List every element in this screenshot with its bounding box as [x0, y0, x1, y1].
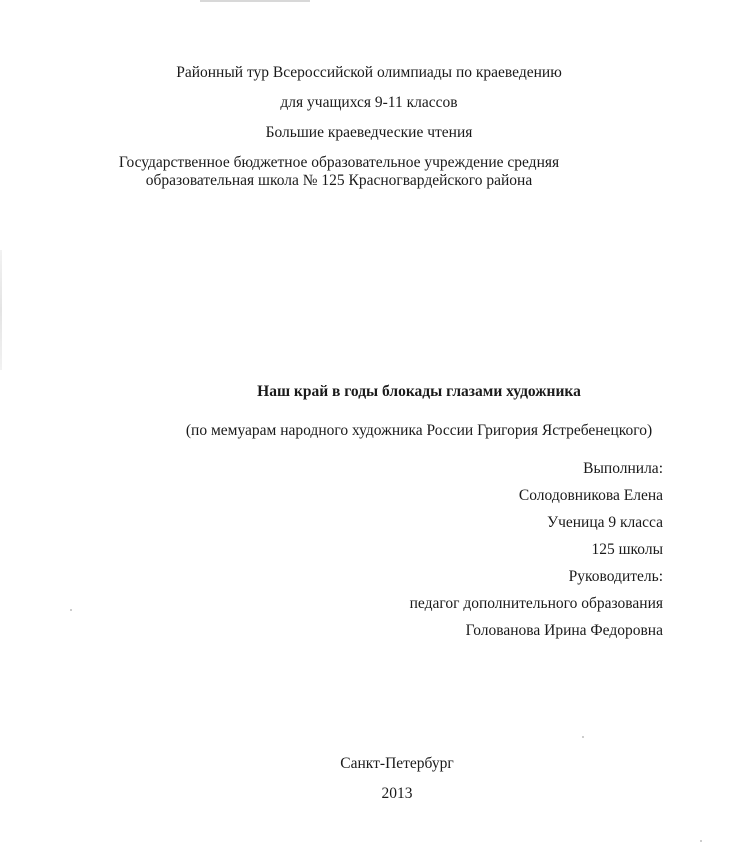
scan-shadow: [0, 250, 2, 370]
supervisor-name: Голованова Ирина Федоровна: [465, 622, 663, 639]
grades-line: для учащихся 9-11 классов: [280, 94, 458, 111]
paper-subtitle: (по мемуарам народного художника России Григория Ястребенецкого): [185, 422, 653, 439]
readings-line: Большие краеведческие чтения: [265, 124, 473, 141]
scan-edge-mark: [200, 0, 310, 2]
supervisor-role: педагог дополнительного образования: [409, 595, 663, 612]
student-name: Солодовникова Елена: [518, 487, 663, 504]
olympiad-heading: Районный тур Всероссийской олимпиады по краеведению: [176, 64, 562, 81]
student-school: 125 школы: [591, 541, 663, 558]
institution-line-1: Государственное бюджетное образовательное учреждение средняя: [118, 154, 560, 171]
scan-speck: [582, 736, 584, 738]
scan-speck: [700, 840, 702, 842]
student-grade: Ученица 9 класса: [547, 514, 663, 531]
supervisor-label: Руководитель:: [568, 568, 663, 585]
year: 2013: [381, 785, 413, 802]
paper-title: Наш край в годы блокады глазами художника: [257, 383, 581, 400]
institution-line-2: образовательная школа № 125 Красногвардейского района: [145, 172, 533, 189]
city: Санкт-Петербург: [340, 755, 454, 772]
performed-by-label: Выполнила:: [583, 460, 663, 477]
scan-speck: [70, 609, 72, 611]
